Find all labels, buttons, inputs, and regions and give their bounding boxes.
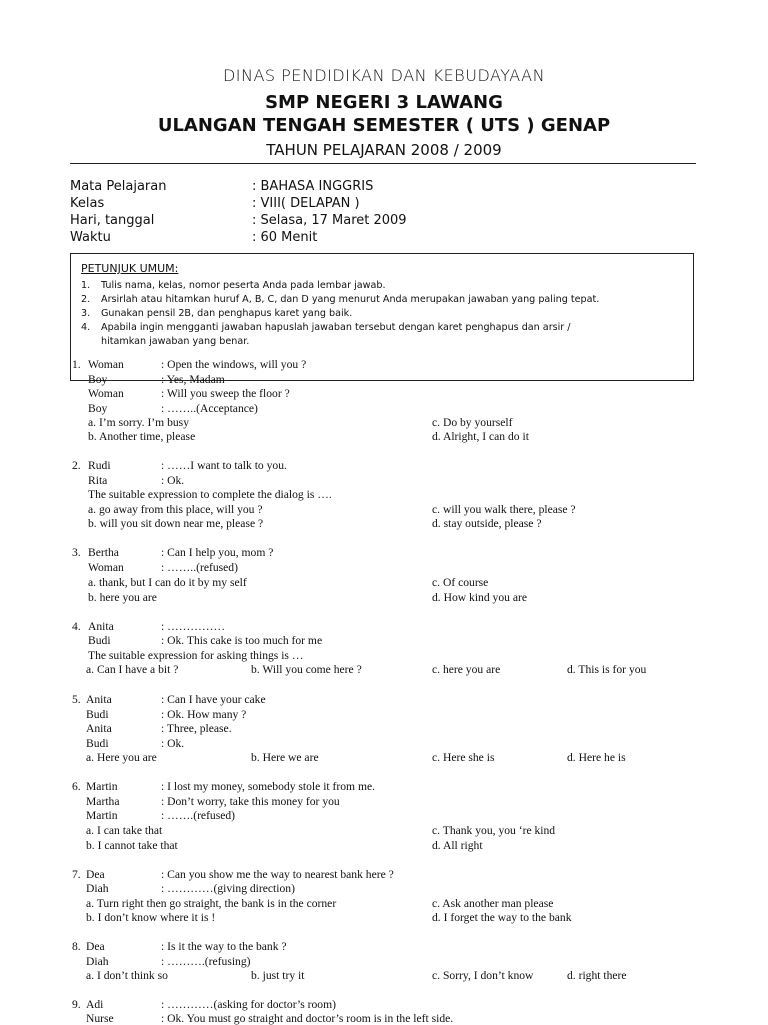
option-a[interactable]: a. Can I have a bit ? <box>86 663 179 676</box>
dialog-text: : …………… <box>161 620 226 633</box>
option-d[interactable]: d. All right <box>432 839 483 852</box>
dialog-text: : Can I have your cake <box>161 693 266 706</box>
dialog-text: : …………(giving direction) <box>161 882 295 895</box>
speaker: Martha <box>86 795 120 808</box>
info-value: : Selasa, 17 Maret 2009 <box>252 213 407 228</box>
option-b[interactable]: b. I cannot take that <box>86 839 178 852</box>
dialog-text: : Ok. <box>161 737 185 750</box>
speaker: Budi <box>88 634 111 647</box>
speaker: Martin <box>86 809 118 822</box>
school-name: SMP NEGERI 3 LAWANG <box>265 92 503 113</box>
option-a[interactable]: a. I can take that <box>86 824 163 837</box>
option-d[interactable]: d. right there <box>567 969 627 982</box>
dialog-text: : …………(asking for doctor’s room) <box>161 998 336 1011</box>
speaker: Diah <box>86 955 109 968</box>
option-c[interactable]: c. Here she is <box>432 751 495 764</box>
speaker: Budi <box>86 737 109 750</box>
speaker: Martin <box>86 780 118 793</box>
option-d[interactable]: d. Here he is <box>567 751 626 764</box>
speaker: Anita <box>86 722 112 735</box>
question-number: 7. <box>72 868 81 881</box>
dialog-text: : ……I want to talk to you. <box>161 459 287 472</box>
dialog-text: : Is it the way to the bank ? <box>161 940 287 953</box>
question-number: 2. <box>72 459 81 472</box>
question-number: 6. <box>72 780 81 793</box>
question-number: 5. <box>72 693 81 706</box>
dialog-text: : Can I help you, mom ? <box>161 546 274 559</box>
dialog-text: : Don’t worry, take this money for you <box>161 795 340 808</box>
info-label: Mata Pelajaran <box>70 179 167 194</box>
instruction-item: 3. Gunakan pensil 2B, dan penghapus karet yang baik. <box>81 308 353 319</box>
question-prompt: The suitable expression to complete the dialog is …. <box>88 488 332 501</box>
option-c[interactable]: c. Do by yourself <box>432 416 513 429</box>
question-number: 3. <box>72 546 81 559</box>
instruction-item: hitamkan jawaban yang benar. <box>101 336 250 347</box>
speaker: Adi <box>86 998 104 1011</box>
dialog-text: : …….(refused) <box>161 809 236 822</box>
option-a[interactable]: a. thank, but I can do it by my self <box>88 576 247 589</box>
option-b[interactable]: b. just try it <box>251 969 305 982</box>
option-b[interactable]: b. I don’t know where it is ! <box>86 911 216 924</box>
option-d[interactable]: d. This is for you <box>567 663 647 676</box>
option-c[interactable]: c. Of course <box>432 576 489 589</box>
option-b[interactable]: b. will you sit down near me, please ? <box>88 517 264 530</box>
option-b[interactable]: b. here you are <box>88 591 157 604</box>
option-b[interactable]: b. Here we are <box>251 751 319 764</box>
department-title: DINAS PENDIDIKAN DAN KEBUDAYAAN <box>222 66 546 85</box>
option-a[interactable]: a. go away from this place, will you ? <box>88 503 263 516</box>
instruction-item: 2. Arsirlah atau hitamkan huruf A, B, C, dan D yang menurut Anda merupakan jawaban yang paling tepat. <box>81 294 600 305</box>
dialog-text: : Can you show me the way to nearest bank here ? <box>161 868 394 881</box>
question-number: 1. <box>72 358 81 371</box>
speaker: Nurse <box>86 1012 114 1025</box>
speaker: Boy <box>88 402 108 415</box>
info-value: : VIII( DELAPAN ) <box>252 196 360 211</box>
dialog-text: : Ok. How many ? <box>161 708 247 721</box>
option-c[interactable]: c. Thank you, you ‘re kind <box>432 824 556 837</box>
speaker: Woman <box>88 561 124 574</box>
question-prompt: The suitable expression for asking things is … <box>88 649 304 662</box>
option-d[interactable]: d. Alright, I can do it <box>432 430 529 443</box>
dialog-text: : Ok. This cake is too much for me <box>161 634 323 647</box>
speaker: Diah <box>86 882 109 895</box>
option-b[interactable]: b. Another time, please <box>88 430 196 443</box>
speaker: Woman <box>88 358 124 371</box>
option-a[interactable]: a. Turn right then go straight, the bank is in the corner <box>86 897 337 910</box>
speaker: Dea <box>86 940 105 953</box>
option-c[interactable]: c. Sorry, I don’t know <box>432 969 534 982</box>
speaker: Anita <box>88 620 114 633</box>
dialog-text: : Will you sweep the floor ? <box>161 387 290 400</box>
dialog-text: : I lost my money, somebody stole it from me. <box>161 780 376 793</box>
info-label: Kelas <box>70 196 105 211</box>
info-value: : 60 Menit <box>252 230 318 245</box>
speaker: Dea <box>86 868 105 881</box>
speaker: Rita <box>88 474 108 487</box>
option-c[interactable]: c. here you are <box>432 663 501 676</box>
info-label: Hari, tanggal <box>70 213 155 228</box>
option-d[interactable]: d. stay outside, please ? <box>432 517 542 530</box>
header-divider <box>70 163 696 164</box>
option-a[interactable]: a. Here you are <box>86 751 157 764</box>
dialog-text: : ……..(Acceptance) <box>161 402 258 415</box>
instruction-item: 1. Tulis nama, kelas, nomor peserta Anda pada lembar jawab. <box>81 280 386 291</box>
dialog-text: : ……..(refused) <box>161 561 238 574</box>
academic-year: TAHUN PELAJARAN 2008 / 2009 <box>266 141 502 159</box>
instructions-title: PETUNJUK UMUM: <box>81 262 179 275</box>
option-a[interactable]: a. I’m sorry. I’m busy <box>88 416 189 429</box>
instruction-item: 4. Apabila ingin mengganti jawaban hapuslah jawaban tersebut dengan karet penghapus dan arsir / <box>81 322 571 333</box>
exam-title: ULANGAN TENGAH SEMESTER ( UTS ) GENAP <box>157 115 611 136</box>
speaker: Rudi <box>88 459 111 472</box>
option-a[interactable]: a. I don’t think so <box>86 969 168 982</box>
dialog-text: : Ok. You must go straight and doctor’s room is in the left side. <box>161 1012 454 1025</box>
speaker: Anita <box>86 693 112 706</box>
speaker: Budi <box>86 708 109 721</box>
option-c[interactable]: c. Ask another man please <box>432 897 554 910</box>
info-value: : BAHASA INGGRIS <box>252 179 374 194</box>
dialog-text: : Ok. <box>161 474 185 487</box>
speaker: Woman <box>88 387 124 400</box>
dialog-text: : Open the windows, will you ? <box>161 358 307 371</box>
question-number: 9. <box>72 998 81 1011</box>
option-c[interactable]: c. will you walk there, please ? <box>432 503 576 516</box>
question-number: 8. <box>72 940 81 953</box>
option-d[interactable]: d. I forget the way to the bank <box>432 911 572 924</box>
dialog-text: : Three, please. <box>161 722 232 735</box>
speaker: Bertha <box>88 546 119 559</box>
option-d[interactable]: d. How kind you are <box>432 591 527 604</box>
dialog-text: : ……….(refusing) <box>161 955 251 968</box>
option-b[interactable]: b. Will you come here ? <box>251 663 362 676</box>
info-label: Waktu <box>70 230 111 245</box>
question-number: 4. <box>72 620 81 633</box>
speaker: Boy <box>88 373 108 386</box>
dialog-text: : Yes, Madam <box>161 373 225 386</box>
